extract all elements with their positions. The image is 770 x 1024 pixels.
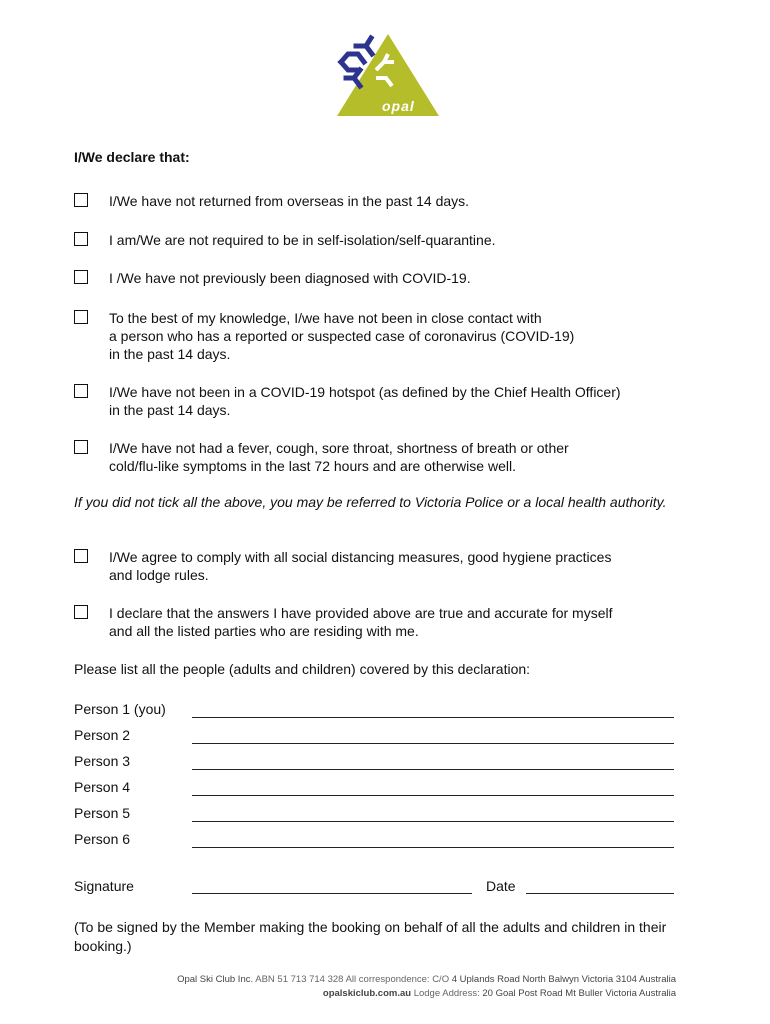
footer-correspondence-address: 4 Uplands Road North Balwyn Victoria 3104 Australia bbox=[451, 974, 676, 985]
declaration-text: I/We have not returned from overseas in the past 14 days. bbox=[109, 193, 470, 209]
person-label: Person 1 (you) bbox=[74, 701, 166, 717]
people-list-intro: Please list all the people (adults and children) covered by this declaration: bbox=[74, 661, 531, 677]
footer bbox=[177, 973, 676, 1001]
opal-logo bbox=[336, 32, 442, 118]
agreement-text: I/We agree to comply with all social distancing measures, good hygiene practices and lodge rules. bbox=[109, 549, 612, 583]
person-row bbox=[74, 779, 674, 799]
opal-logo-graphic bbox=[336, 32, 442, 118]
declaration-item bbox=[74, 269, 714, 287]
declaration-heading: I/We declare that: bbox=[74, 149, 190, 165]
warning-note: If you did not tick all the above, you may be referred to Victoria Police or a local health authority. bbox=[74, 494, 667, 510]
declaration-checkbox[interactable] bbox=[74, 310, 88, 324]
person-row bbox=[74, 753, 674, 773]
footer-lodge-address: 20 Goal Post Road Mt Buller Victoria Australia bbox=[482, 988, 676, 999]
declaration-checkbox[interactable] bbox=[74, 193, 88, 207]
agreement-text: I declare that the answers I have provided above are true and accurate for myself and all the listed parties who are residing with me. bbox=[109, 605, 613, 639]
declaration-item bbox=[74, 309, 714, 363]
person-2-input[interactable] bbox=[192, 727, 674, 744]
person-5-input[interactable] bbox=[192, 805, 674, 822]
person-label: Person 5 bbox=[74, 805, 131, 821]
person-6-input[interactable] bbox=[192, 831, 674, 848]
person-label: Person 2 bbox=[74, 727, 131, 743]
footer-lodge-label: Lodge Address: bbox=[413, 988, 480, 999]
declaration-text: I/We have not been in a COVID-19 hotspot (as defined by the Chief Health Officer) in the past 14 days. bbox=[109, 384, 621, 418]
footer-line-1 bbox=[177, 973, 676, 987]
declaration-checkbox[interactable] bbox=[74, 270, 88, 284]
agreement-item bbox=[74, 604, 714, 640]
declaration-text: I /We have not previously been diagnosed with COVID-19. bbox=[109, 270, 471, 286]
declaration-text: I/We have not had a fever, cough, sore throat, shortness of breath or other cold/flu-like symptoms in the last 72 hours and are otherwise well. bbox=[109, 440, 569, 474]
date-input[interactable] bbox=[526, 877, 674, 894]
declaration-text: I am/We are not required to be in self-isolation/self-quarantine. bbox=[109, 232, 496, 248]
person-label: Person 4 bbox=[74, 779, 131, 795]
agreement-item bbox=[74, 548, 714, 584]
declaration-item bbox=[74, 383, 714, 419]
declaration-item bbox=[74, 439, 714, 475]
person-3-input[interactable] bbox=[192, 753, 674, 770]
declaration-item bbox=[74, 231, 714, 249]
person-row bbox=[74, 701, 674, 721]
person-label: Person 3 bbox=[74, 753, 131, 769]
declaration-text: To the best of my knowledge, I/we have not been in close contact with a person who has a reported or suspected case of coronavirus (COVID-19) in the past 14 days. bbox=[109, 310, 575, 362]
person-row bbox=[74, 831, 674, 851]
signing-footnote: (To be signed by the Member making the booking on behalf of all the adults and children in their booking.) bbox=[74, 919, 667, 954]
footer-website-link[interactable]: opalskiclub.com.au bbox=[322, 988, 412, 999]
footer-line-2 bbox=[177, 987, 676, 1001]
signature-label: Signature bbox=[74, 878, 134, 894]
person-label: Person 6 bbox=[74, 831, 131, 847]
footer-abn: ABN 51 713 714 328 bbox=[255, 974, 344, 985]
opal-logo-text: opal bbox=[382, 98, 415, 114]
person-1-input[interactable] bbox=[192, 701, 674, 718]
date-label: Date bbox=[486, 878, 516, 894]
person-4-input[interactable] bbox=[192, 779, 674, 796]
person-row bbox=[74, 805, 674, 825]
footer-org: Opal Ski Club Inc. bbox=[177, 974, 254, 985]
declaration-item bbox=[74, 192, 714, 210]
agreement-checkbox[interactable] bbox=[74, 605, 88, 619]
declaration-checkbox[interactable] bbox=[74, 232, 88, 246]
footer-correspondence-label: All correspondence: C/O bbox=[345, 974, 450, 985]
person-row bbox=[74, 727, 674, 747]
declaration-checkbox[interactable] bbox=[74, 384, 88, 398]
signature-input[interactable] bbox=[192, 877, 472, 894]
agreement-checkbox[interactable] bbox=[74, 549, 88, 563]
declaration-checkbox[interactable] bbox=[74, 440, 88, 454]
